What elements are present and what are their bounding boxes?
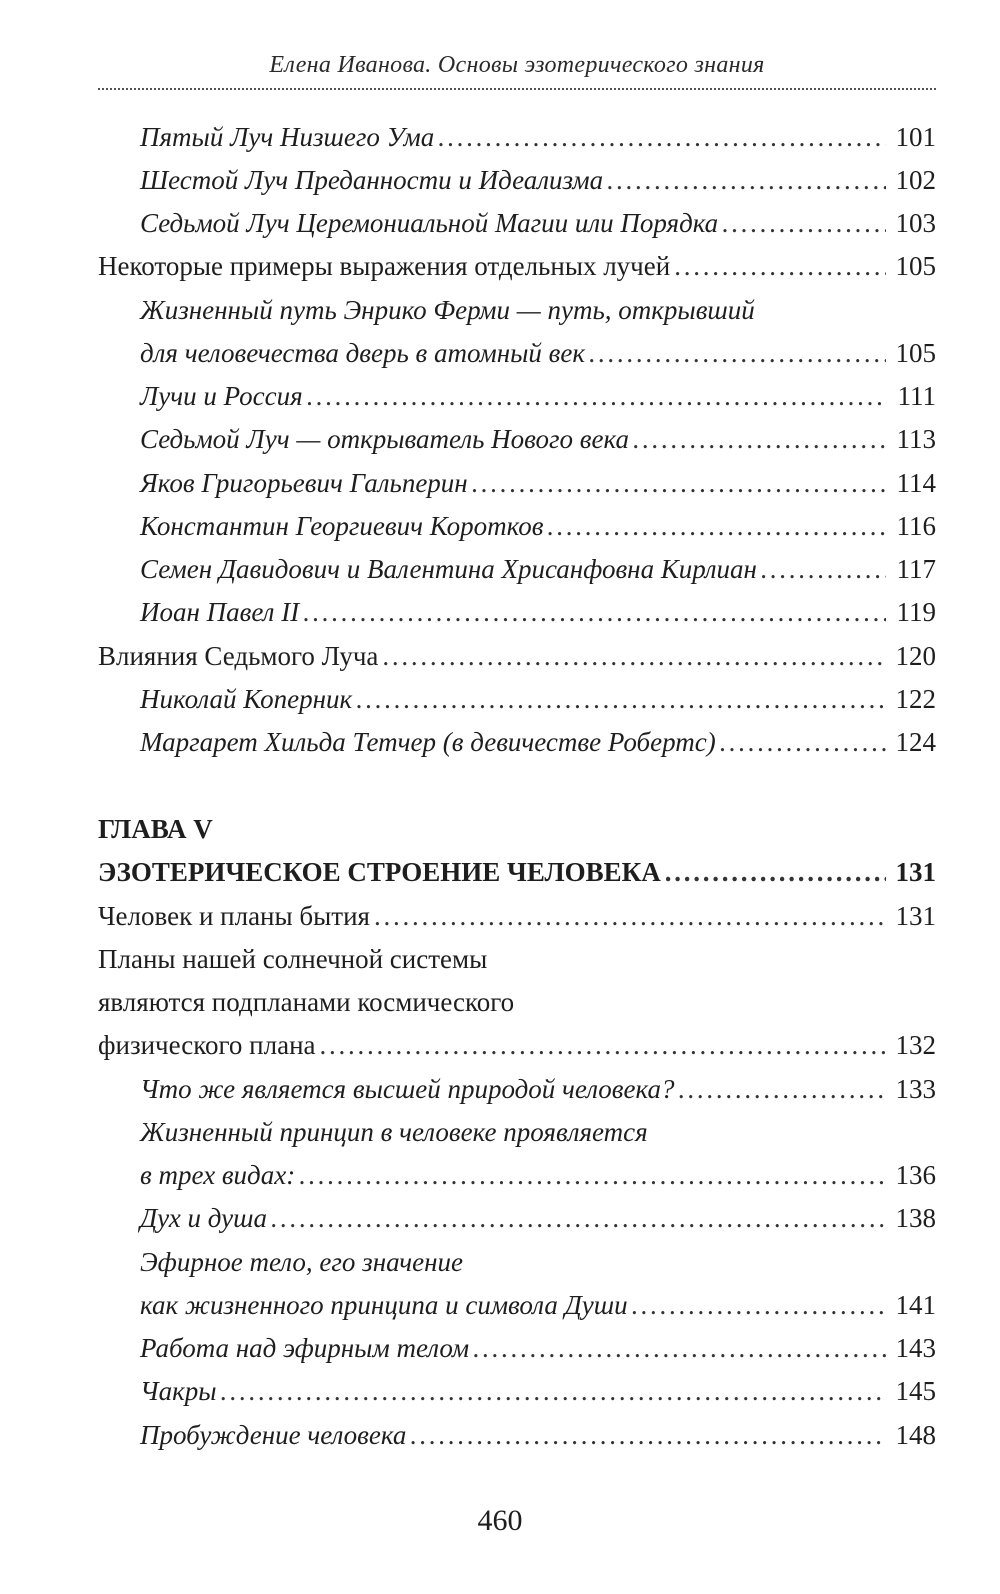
toc-entry-title: ЭЗОТЕРИЧЕСКОЕ СТРОЕНИЕ ЧЕЛОВЕКА (98, 857, 661, 887)
toc-entry-title: для человечества дверь в атомный век (140, 338, 585, 368)
dot-leader (585, 333, 886, 373)
toc-entry[interactable] (140, 160, 936, 200)
dot-leader (674, 1069, 886, 1109)
toc-entry-title: Семен Давидович и Валентина Хрисанфовна Кирлиан (140, 554, 757, 584)
toc-entry-title: в трех видах: (140, 1160, 296, 1190)
toc-entry[interactable] (140, 549, 936, 589)
toc-entry-title: Чакры (140, 1376, 217, 1406)
toc-entry-title: Яков Григорьевич Гальперин (140, 468, 468, 498)
dot-leader (716, 722, 886, 762)
toc-entry[interactable] (140, 1415, 936, 1455)
dot-leader (217, 1371, 886, 1411)
toc-entry-page: 132 (895, 1030, 936, 1060)
toc-entry-title: как жизненного принципа и символа Души (140, 1290, 628, 1320)
toc-entry-title: Константин Георгиевич Коротков (140, 511, 544, 541)
toc-entry-page: 113 (896, 424, 936, 454)
page-number: 460 (477, 1504, 523, 1537)
dot-leader (718, 203, 886, 243)
toc-entry-page: 111 (897, 381, 936, 411)
toc-entry-title: Лучи и Россия (140, 381, 303, 411)
toc-entry-page: 101 (895, 122, 936, 152)
toc-entry[interactable] (140, 333, 936, 373)
toc-entry[interactable] (140, 1328, 936, 1368)
toc-entry[interactable] (140, 1155, 936, 1195)
toc-entry-continued (140, 1112, 936, 1152)
toc-entry[interactable] (140, 679, 936, 719)
toc-entry-title: Жизненный путь Энрико Ферми — путь, открывший (140, 295, 755, 325)
dot-leader (303, 376, 886, 416)
dot-leader (299, 592, 886, 632)
chapter-heading (98, 809, 936, 849)
dot-leader (370, 896, 886, 936)
table-of-contents (98, 0, 936, 1594)
toc-entry[interactable] (140, 506, 936, 546)
toc-entry[interactable] (140, 203, 936, 243)
toc-entry-title: Седьмой Луч — открыватель Нового века (140, 424, 629, 454)
toc-entry-page: 133 (895, 1074, 936, 1104)
toc-entry-title: Что же является высшей природой человека? (140, 1074, 675, 1104)
toc-entry-title: Иоан Павел II (140, 597, 300, 627)
toc-entry-title: Пятый Луч Низшего Ума (140, 122, 435, 152)
toc-entry-page: 122 (895, 684, 936, 714)
toc-entry-title: Некоторые примеры выражения отдельных лучей (98, 251, 671, 281)
chapter-label: ГЛАВА V (98, 814, 213, 844)
toc-entry[interactable] (98, 246, 936, 286)
dot-leader (316, 1025, 886, 1065)
dot-leader (543, 506, 886, 546)
running-title: Елена Иванова. Основы эзотерического знания (269, 52, 765, 78)
toc-entry[interactable] (98, 896, 936, 936)
toc-entry-title: Маргарет Хильда Тетчер (в девичестве Робертс) (140, 727, 716, 757)
toc-entry-title: Человек и планы бытия (98, 901, 370, 931)
toc-entry-continued (98, 939, 936, 979)
dot-leader (267, 1198, 886, 1238)
dot-leader (295, 1155, 886, 1195)
toc-entry-page: 105 (895, 251, 936, 281)
dot-leader (378, 636, 886, 676)
toc-entry-page: 131 (895, 901, 936, 931)
toc-entry[interactable] (98, 1025, 936, 1065)
toc-entry-page: 117 (896, 554, 936, 584)
toc-entry-continued (98, 982, 936, 1022)
toc-entry[interactable] (140, 1198, 936, 1238)
toc-entry-page: 119 (896, 597, 936, 627)
dot-leader (434, 117, 886, 157)
toc-entry-page: 102 (895, 165, 936, 195)
toc-entry-continued (140, 290, 936, 330)
toc-entry-title: Жизненный принцип в человеке проявляется (140, 1117, 648, 1147)
toc-entry-title: Работа над эфирным телом (140, 1333, 470, 1363)
toc-entry-title: Пробуждение человека (140, 1420, 407, 1450)
toc-entry-continued (140, 1242, 936, 1282)
toc-entry[interactable] (98, 636, 936, 676)
toc-entry[interactable] (140, 1371, 936, 1411)
toc-entry-title: Седьмой Луч Церемониальной Магии или Порядка (140, 208, 719, 238)
toc-entry-page: 114 (896, 468, 936, 498)
toc-entry[interactable] (140, 117, 936, 157)
toc-entry[interactable] (140, 463, 936, 503)
toc-entry[interactable] (140, 722, 936, 762)
toc-entry[interactable] (140, 1069, 936, 1109)
toc-entry-page: 138 (895, 1203, 936, 1233)
toc-entry-title: Николай Коперник (140, 684, 353, 714)
toc-entry-chapter[interactable] (98, 852, 936, 892)
toc-entry-page: 136 (895, 1160, 936, 1190)
dot-leader (406, 1415, 886, 1455)
toc-entry-title: Эфирное тело, его значение (140, 1247, 463, 1277)
toc-entry-title: Влияния Седьмого Луча (98, 641, 379, 671)
toc-entry-page: 141 (895, 1290, 936, 1320)
toc-entry-title: Дух и душа (140, 1203, 267, 1233)
toc-entry-title: Шестой Луч Преданности и Идеализма (140, 165, 604, 195)
dot-leader (757, 549, 886, 589)
toc-entry-page: 116 (896, 511, 936, 541)
toc-entry-page: 120 (895, 641, 936, 671)
toc-entry-title: физического плана (98, 1030, 316, 1060)
dot-leader (469, 1328, 886, 1368)
toc-entry-page: 103 (895, 208, 936, 238)
dot-leader (352, 679, 886, 719)
dot-leader (628, 1285, 886, 1325)
toc-entry-title: являются подпланами космического (98, 987, 515, 1017)
toc-entry-page: 148 (895, 1420, 936, 1450)
toc-entry-title: Планы нашей солнечной системы (98, 944, 488, 974)
toc-entry-page: 105 (895, 338, 936, 368)
dot-leader (670, 246, 886, 286)
toc-entry-page: 145 (895, 1376, 936, 1406)
dot-leader (468, 463, 886, 503)
toc-entry-page: 131 (895, 857, 936, 887)
dot-leader (661, 852, 886, 892)
toc-entry-page: 143 (895, 1333, 936, 1363)
dot-leader (629, 419, 886, 459)
toc-entry[interactable] (140, 419, 936, 459)
toc-entry[interactable] (140, 592, 936, 632)
dot-leader (603, 160, 886, 200)
toc-entry[interactable] (140, 1285, 936, 1325)
toc-entry[interactable] (140, 376, 936, 416)
toc-entry-page: 124 (895, 727, 936, 757)
